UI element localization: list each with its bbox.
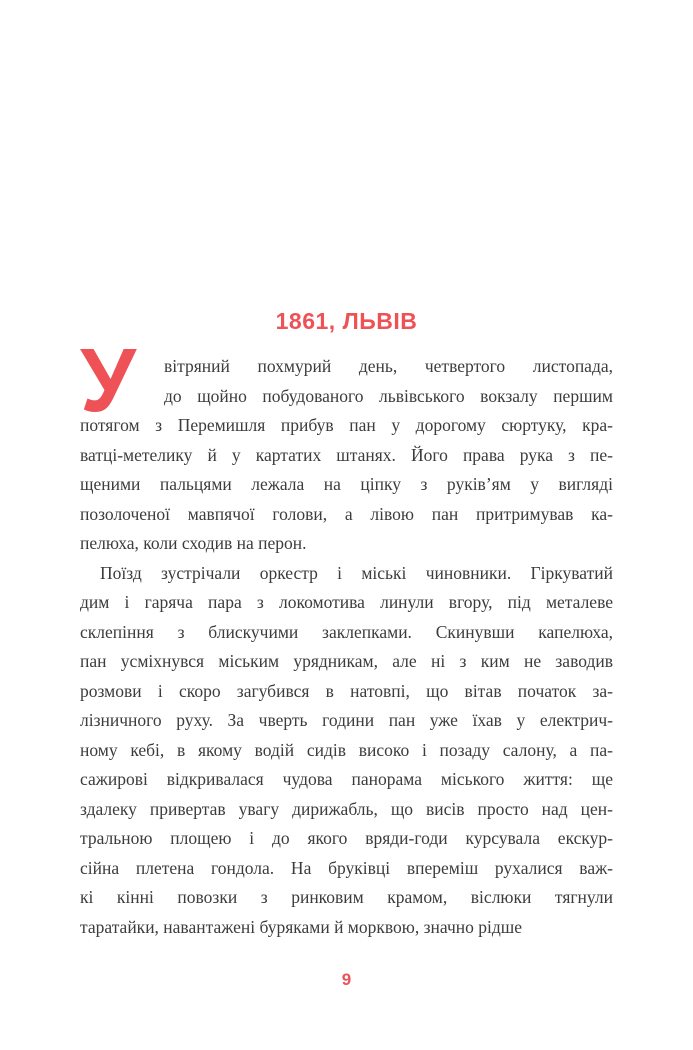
body-text xyxy=(80,331,613,942)
text-line: розмови і скоро загубився в натовпі, що вітав початок за- xyxy=(80,680,613,701)
text-line: здалеку привертав увагу дирижабль, що висів просто над цен- xyxy=(80,798,613,819)
text-line: тральною площею і до якого вряди-годи курсувала екскур- xyxy=(80,828,613,848)
text-line: лізничного руху. За чверть години пан уже їхав у електрич- xyxy=(80,710,613,730)
page-number: 9 xyxy=(341,970,352,989)
text-line: Поїзд зустрічали оркестр і міські чиновники. Гіркуватий xyxy=(100,562,613,583)
text-line: таратайки, навантажені буряками й морквою, значно рідше xyxy=(80,916,522,937)
paragraph xyxy=(80,559,613,943)
text-line: потягом з Перемишля прибув пан у дорогому сюртуку, кра- xyxy=(80,415,613,435)
text-line: сійна плетена гондола. На бруківці впереміш рухалися важ- xyxy=(80,857,613,878)
drop-cap: У xyxy=(80,331,136,431)
text-line: пелюха, коли сходив на перон. xyxy=(80,533,307,553)
paragraph xyxy=(80,331,613,559)
chapter-heading: 1861, ЛЬВІВ xyxy=(275,308,418,334)
text-line: сажирові відкривалася чудова панорама міського життя: ще xyxy=(80,769,613,789)
text-line: кі кінні повозки з ринковим крамом, віслюки тягнули xyxy=(80,887,613,907)
text-line: дим і гаряча пара з локомотива линули вгору, під металеве xyxy=(80,592,613,612)
text-line: вітряний похмурий день, четвертого листопада, xyxy=(164,356,613,376)
text-line: пан усміхнувся міським урядникам, але ні з ким не заводив xyxy=(80,651,613,671)
text-line: ному кебі, в якому водій сидів високо і позаду салону, а па- xyxy=(80,739,613,760)
text-line: позолоченої мавпячої голови, а лівою пан притримував ка- xyxy=(80,503,613,524)
text-line: до щойно побудованого львівського вокзалу першим xyxy=(164,385,613,406)
text-line: склепіння з блискучими заклепками. Скинувши капелюха, xyxy=(80,621,613,642)
text-line: щеними пальцями лежала на ціпку з руків’ям у вигляді xyxy=(80,474,613,494)
text-line: ватці-метелику й у картатих штанях. Його права рука з пе- xyxy=(80,444,613,465)
